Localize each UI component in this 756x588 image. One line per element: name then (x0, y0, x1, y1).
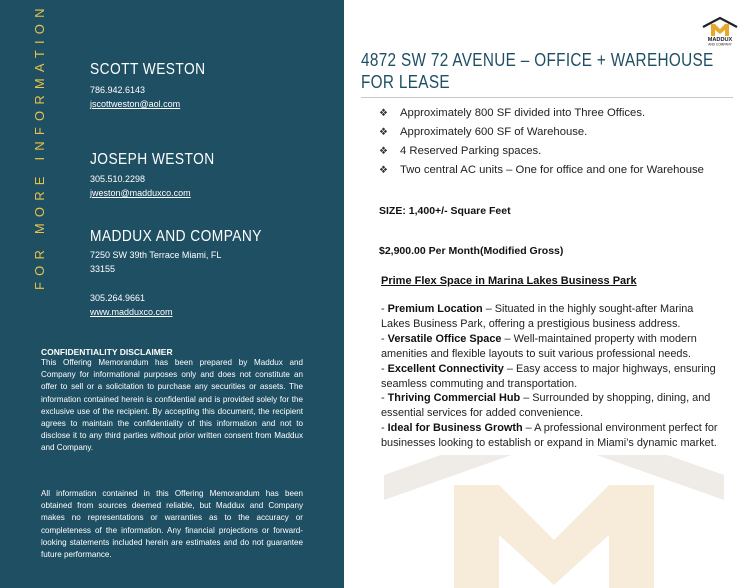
contact-name-scott: SCOTT WESTON (90, 61, 206, 78)
price-label: $2,900.00 Per Month(Modified Gross) (379, 245, 564, 257)
svg-text:MADDUX: MADDUX (707, 37, 733, 43)
feature-descriptions (381, 302, 723, 451)
feature-item: - Thriving Commercial Hub – Surrounded by shopping, dining, and essential services for added convenience. (381, 392, 711, 420)
feature-item: - Versatile Office Space – Well-maintained property with modern amenities and flexible layouts to suit various professional needs. (381, 332, 697, 360)
disclaimer-paragraph-2: All information contained in this Offering Memorandum has been obtained from sources deemed reliable, but Maddux and Company makes no representations or warranties as to the accuracy or completeness of the information. Any financial projections or forward-looking statements included herein are estimates and do not guarantee future performance. (41, 489, 303, 560)
bullet-item: ❖ Approximately 800 SF divided into Three Offices. (379, 104, 704, 123)
disclaimer-title: CONFIDENTIALITY DISCLAIMER (41, 347, 173, 357)
size-label: SIZE: 1,400+/- Square Feet (379, 205, 511, 217)
contact-email-scott[interactable]: jscottweston@aol.com (90, 99, 181, 109)
section-subheading: Prime Flex Space in Marina Lakes Business Park (381, 275, 637, 287)
feature-item: - Premium Location – Situated in the highly sought-after Marina Lakes Business Park, offering a prestigious business address. (381, 303, 694, 330)
vertical-info-label: FOR MORE INFORMATION (32, 2, 47, 290)
listing-title-line1: 4872 SW 72 AVENUE – OFFICE + WAREHOUSE (361, 50, 714, 70)
company-address-line2: 33155 (90, 264, 116, 274)
feature-item: - Excellent Connectivity – Easy access to major highways, ensuring seamless commuting and transportation. (381, 362, 716, 390)
bullet-item: ❖ Approximately 600 SF of Warehouse. (379, 123, 704, 142)
m-watermark-icon (384, 455, 724, 588)
company-name: MADDUX AND COMPANY (90, 228, 262, 245)
contact-sidebar (0, 0, 344, 588)
diamond-bullet-icon: ❖ (379, 127, 388, 138)
listing-title-line2: FOR LEASE (361, 72, 450, 92)
company-website-link[interactable]: www.madduxco.com (90, 307, 173, 317)
diamond-bullet-icon: ❖ (379, 165, 388, 176)
contact-name-joseph: JOSEPH WESTON (90, 151, 215, 168)
disclaimer-paragraph-1: This Offering Memorandum has been prepared by Maddux and Company for informational purposes only and does not constitute an offer to sell or a solicitation to purchase any securities or assets. The information contained herein is confidential and is provided solely for the exclusive use of the recipient. By accepting this document, the recipient agrees to maintain the confidentiality of this information and not to disclose it to any third parties without prior written consent from Maddux and Company. (41, 358, 303, 453)
title-divider (361, 97, 733, 98)
bullet-item: ❖ Two central AC units – One for office and one for Warehouse (379, 161, 704, 180)
listing-panel (344, 0, 756, 588)
maddux-logo-icon (698, 16, 742, 46)
diamond-bullet-icon: ❖ (379, 108, 388, 119)
company-address-line1: 7250 SW 39th Terrace Miami, FL (90, 250, 222, 260)
bullet-item: ❖ 4 Reserved Parking spaces. (379, 142, 704, 161)
diamond-bullet-icon: ❖ (379, 146, 388, 157)
listing-title (361, 49, 714, 93)
contact-phone-scott: 786.942.6143 (90, 85, 146, 95)
feature-item: - Ideal for Business Growth – A professional environment perfect for businesses looking to establish or expand in Miami’s dynamic market. (381, 422, 718, 450)
contact-email-joseph[interactable]: jweston@madduxco.com (90, 188, 191, 198)
contact-phone-joseph: 305.510.2298 (90, 174, 146, 184)
feature-bullets (379, 104, 704, 180)
svg-text:AND COMPANY: AND COMPANY (708, 42, 732, 46)
company-phone: 305.264.9661 (90, 293, 146, 303)
